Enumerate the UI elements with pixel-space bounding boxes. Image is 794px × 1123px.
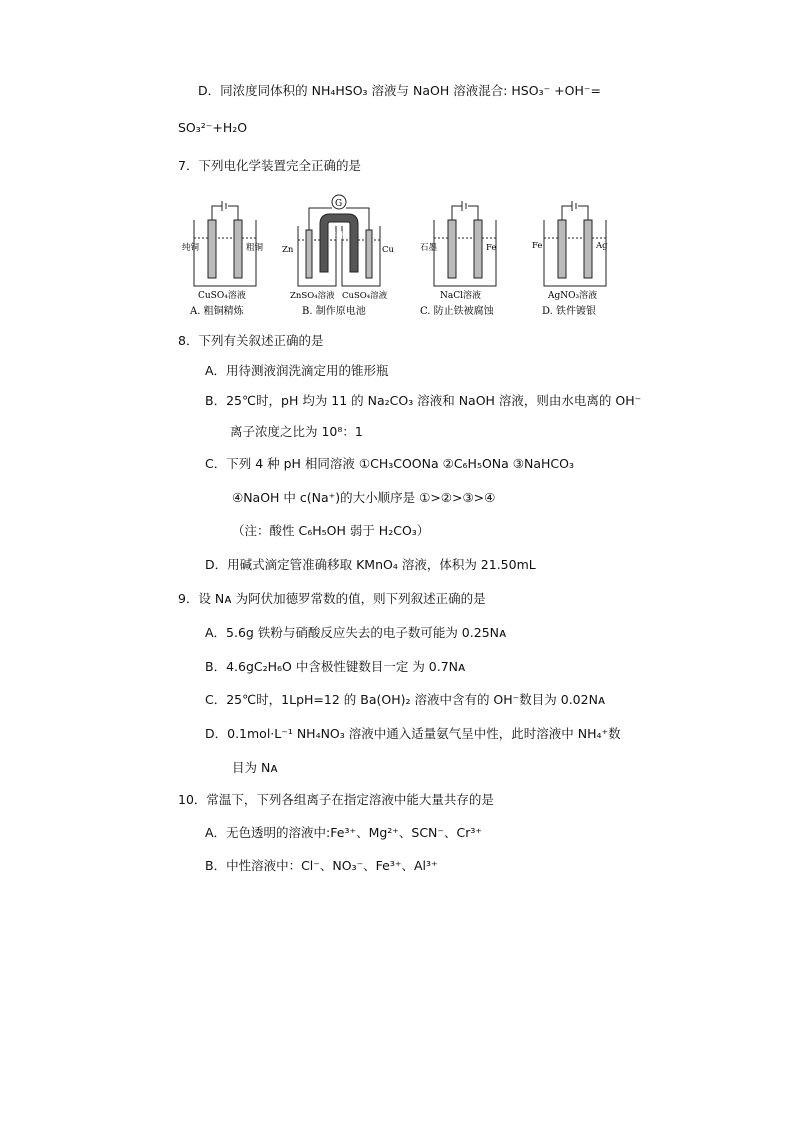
apparatus-d-left-label: Fe <box>532 241 543 251</box>
option-8b: B．25℃时，pH 均为 11 的 Na₂CO₃ 溶液和 NaOH 溶液，则由水电离的 OH⁻ <box>205 393 642 408</box>
apparatus-d-caption: D. 铁件镀银 <box>542 306 597 317</box>
apparatus-b-bridge: 盐桥 <box>332 231 348 240</box>
option-6d: D．同浓度同体积的 NH₄HSO₃ 溶液与 NaOH 溶液混合: HSO₃⁻ +OH⁻= <box>198 83 601 98</box>
electrochem-apparatus-figure <box>180 190 620 322</box>
apparatus-c-left-label: 石墨 <box>420 243 438 253</box>
option-9b: B．4.6gC₂H₆O 中含极性键数目一定 为 0.7Nᴀ <box>205 659 466 674</box>
question-7: 7．下列电化学装置完全正确的是 <box>178 158 361 173</box>
apparatus-b-left-label: Zn <box>282 245 294 255</box>
apparatus-b-solution-right: CuSO₄溶液 <box>342 291 388 301</box>
apparatus-a-caption: A. 粗铜精炼 <box>190 306 244 317</box>
option-8a: A．用待测液润洗滴定用的锥形瓶 <box>205 363 389 378</box>
option-10b: B．中性溶液中：Cl⁻、NO₃⁻、Fe³⁺、Al³⁺ <box>205 858 438 873</box>
apparatus-b-meter: G <box>335 199 343 209</box>
apparatus-b-caption: B. 制作原电池 <box>302 306 366 317</box>
apparatus-c-solution: NaCl溶液 <box>440 291 482 301</box>
option-9c: C．25℃时，1LpH=12 的 Ba(OH)₂ 溶液中含有的 OH⁻数目为 0.02Nᴀ <box>205 692 606 707</box>
option-9a: A．5.6g 铁粉与硝酸反应失去的电子数可能为 0.25Nᴀ <box>205 625 507 640</box>
question-10: 10．常温下，下列各组离子在指定溶液中能大量共存的是 <box>178 792 494 807</box>
option-8c-cont: ④NaOH 中 c(Na⁺)的大小顺序是 ①>②>③>④ <box>232 490 496 505</box>
option-9d: D．0.1mol·L⁻¹ NH₄NO₃ 溶液中通入适量氨气呈中性，此时溶液中 NH₄⁺数 <box>205 726 621 741</box>
option-8b-cont: 离子浓度之比为 10⁸：1 <box>230 424 363 439</box>
apparatus-d-solution: AgNO₃溶液 <box>548 291 598 301</box>
apparatus-b-solution-left: ZnSO₄溶液 <box>290 291 335 301</box>
option-9d-cont: 目为 Nᴀ <box>232 760 278 775</box>
option-8d: D．用碱式滴定管准确移取 KMnO₄ 溶液，体积为 21.50mL <box>205 557 536 572</box>
option-8c-note: （注：酸性 C₆H₅OH 弱于 H₂CO₃） <box>232 523 430 538</box>
apparatus-a-right-label: 粗铜 <box>246 243 264 253</box>
apparatus-d-right-label: Ag <box>596 241 608 251</box>
apparatus-c-right-label: Fe <box>486 243 497 253</box>
option-8c: C．下列 4 种 pH 相同溶液 ①CH₃COONa ②C₆H₅ONa ③NaHCO₃ <box>205 456 574 471</box>
option-6d-cont: SO₃²⁻+H₂O <box>178 120 248 135</box>
option-10a: A．无色透明的溶液中:Fe³⁺、Mg²⁺、SCN⁻、Cr³⁺ <box>205 825 482 840</box>
question-8: 8．下列有关叙述正确的是 <box>178 333 324 348</box>
apparatus-c-caption: C. 防止铁被腐蚀 <box>420 306 494 317</box>
apparatus-a-solution: CuSO₄溶液 <box>198 291 246 301</box>
q7-figure <box>180 190 620 322</box>
question-9: 9．设 Nᴀ 为阿伏加德罗常数的值，则下列叙述正确的是 <box>178 591 486 606</box>
apparatus-a-left-label: 纯铜 <box>182 243 200 253</box>
apparatus-b-right-label: Cu <box>382 245 394 255</box>
